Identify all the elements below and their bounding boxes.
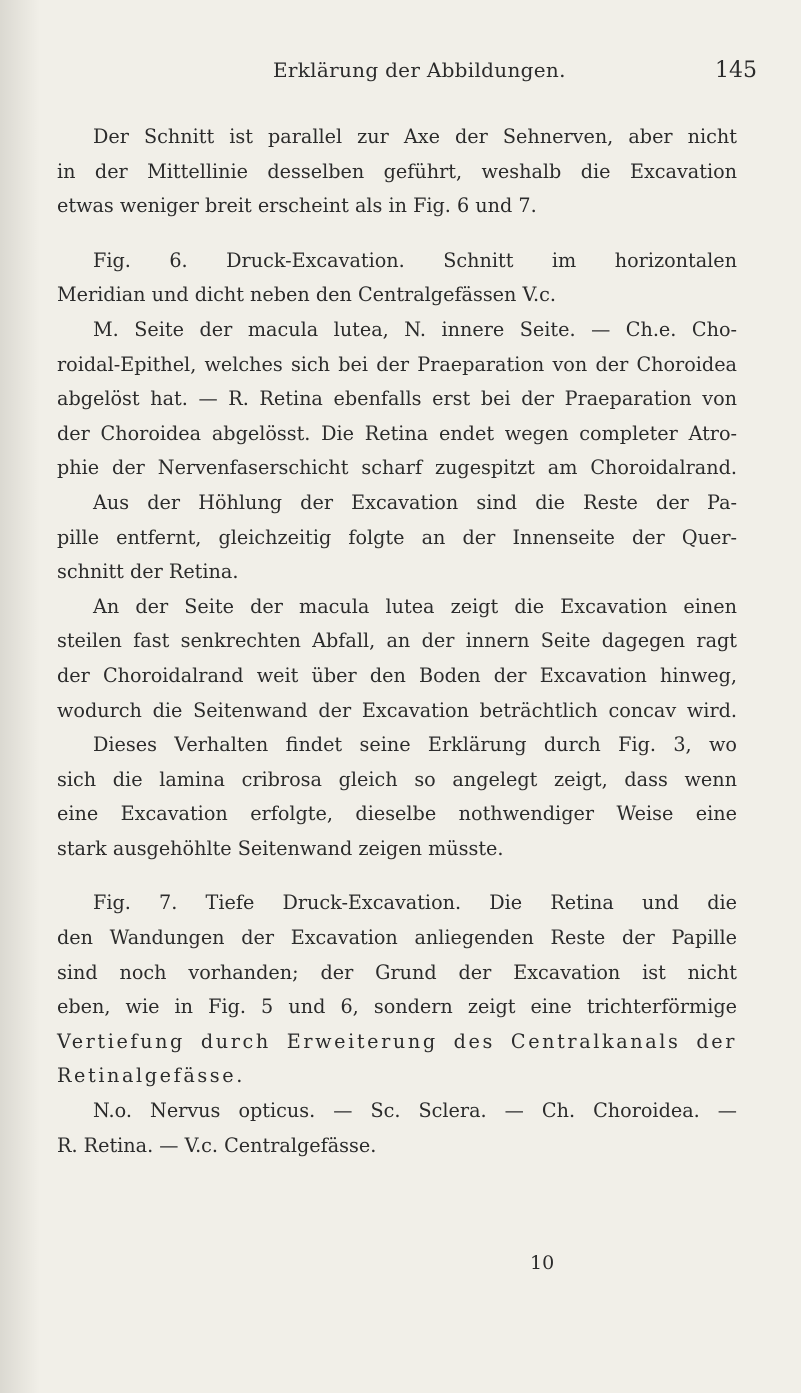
- paragraph-macula: [57, 590, 737, 867]
- text-line: den Wandungen der Excavation anliegenden Reste der Papille: [57, 926, 737, 950]
- text-line: in der Mittellinie desselben geführt, weshalb die Excavation: [57, 159, 737, 183]
- text-line: abgelöst hat. — R. Retina ebenfalls erst bei der Praeparation von: [57, 387, 737, 411]
- page-edge-shadow: [0, 0, 40, 1393]
- body-text: [57, 120, 737, 1163]
- text-line: etwas weniger breit erscheint als in Fig. 6 und 7.: [57, 194, 537, 218]
- text-line: schnitt der Retina.: [57, 560, 239, 584]
- text-line: stark ausgehöhlte Seitenwand zeigen müsste.: [57, 836, 504, 860]
- text-line: Aus der Höhlung der Excavation sind die Reste der Pa-: [93, 490, 737, 514]
- text-line: Meridian und dicht neben den Centralgefässen V.c.: [57, 283, 556, 307]
- text-line: wodurch die Seitenwand der Excavation beträchtlich concav wird.: [57, 698, 737, 722]
- text-line: eben, wie in Fig. 5 und 6, sondern zeigt eine trichterförmige: [57, 995, 737, 1019]
- paragraph-fig-7: [57, 886, 737, 1094]
- paragraph-continuation: [57, 120, 737, 224]
- text-line: sich die lamina cribrosa gleich so angelegt zeigt, dass wenn: [57, 767, 737, 791]
- text-line: An der Seite der macula lutea zeigt die Excavation einen: [93, 594, 737, 618]
- page-number: 145: [715, 58, 757, 83]
- text-line: M. Seite der macula lutea, N. innere Seite. — Ch.e. Cho-: [93, 317, 737, 341]
- text-line: sind noch vorhanden; der Grund der Excavation ist nicht: [57, 960, 737, 984]
- text-line: Retinalgefässe.: [57, 1064, 245, 1088]
- text-line: Vertiefung durch Erweiterung des Centralkanals der: [57, 1029, 737, 1053]
- fig-6-heading-line: Fig. 6. Druck-Excavation. Schnitt im horizontalen: [93, 248, 737, 272]
- fig-7-heading-line: Fig. 7. Tiefe Druck-Excavation. Die Retina und die: [93, 891, 737, 915]
- running-title: Erklärung der Abbildungen.: [273, 58, 566, 82]
- text-line: eine Excavation erfolgte, dieselbe nothwendiger Weise eine: [57, 802, 737, 826]
- text-line: Dieses Verhalten findet seine Erklärung durch Fig. 3, wo: [93, 733, 737, 757]
- paragraph-fig-6: [57, 244, 737, 590]
- paragraph-gap: [57, 224, 737, 244]
- legend-line: N.o. Nervus opticus. — Sc. Sclera. — Ch. Choroidea. —: [93, 1099, 737, 1123]
- legend-line: R. Retina. — V.c. Centralgefässe.: [57, 1133, 377, 1157]
- text-line: phie der Nervenfaserschicht scharf zugespitzt am Choroidalrand.: [57, 456, 737, 480]
- text-line: der Choroidea abgelösst. Die Retina endet wegen completer Atro-: [57, 421, 737, 445]
- text-line: steilen fast senkrechten Abfall, an der innern Seite dagegen ragt: [57, 629, 737, 653]
- text-line: Der Schnitt ist parallel zur Axe der Sehnerven, aber nicht: [93, 125, 737, 148]
- paragraph-gap: [57, 866, 737, 886]
- running-head: [0, 58, 801, 98]
- text-line: roidal-Epithel, welches sich bei der Praeparation von der Choroidea: [57, 352, 737, 376]
- paragraph-legend: [57, 1094, 737, 1163]
- text-line: der Choroidalrand weit über den Boden der Excavation hinweg,: [57, 663, 737, 687]
- signature-mark: 10: [530, 1252, 555, 1274]
- text-line: pille entfernt, gleichzeitig folgte an der Innenseite der Quer-: [57, 525, 737, 549]
